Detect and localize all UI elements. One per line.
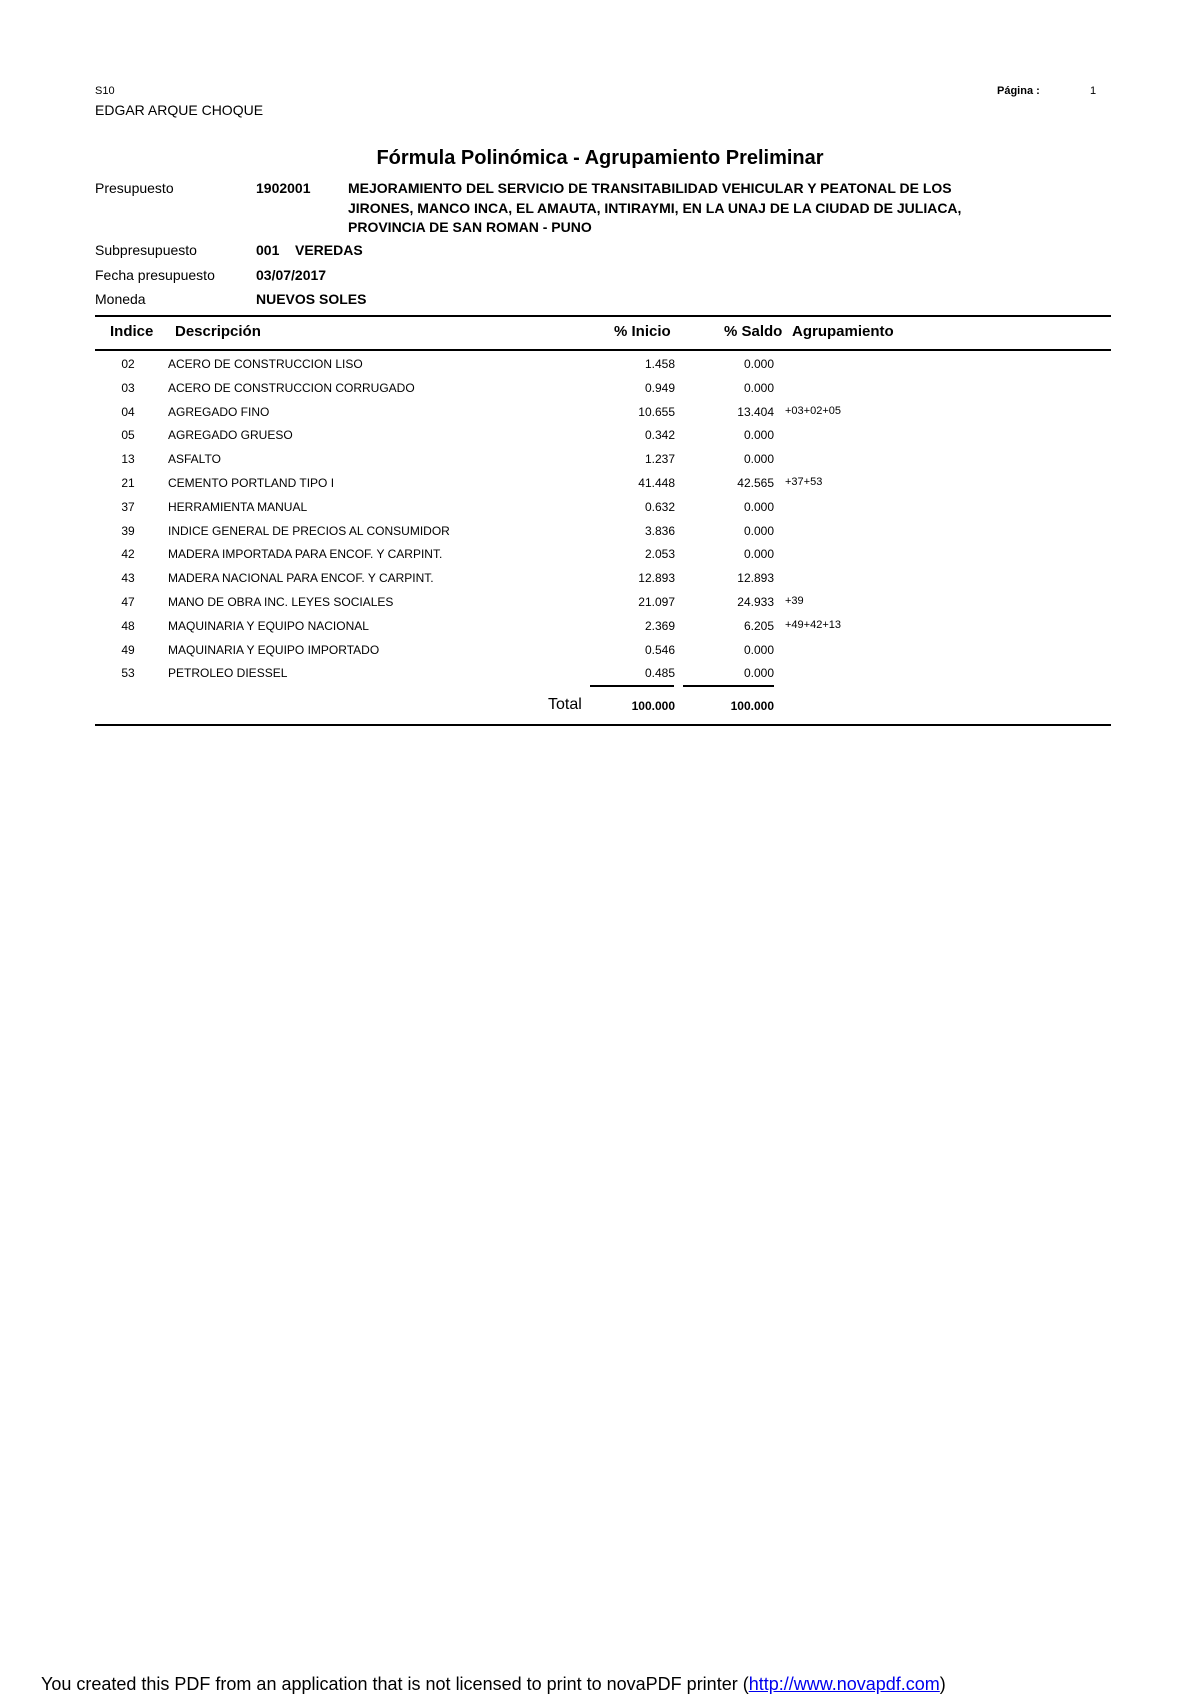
row-inicio: 1.458 — [644, 357, 675, 371]
header-indice: Indice — [110, 323, 154, 340]
table-row — [0, 476, 1200, 500]
table-row — [0, 547, 1200, 571]
table-row — [0, 595, 1200, 619]
row-saldo: 13.404 — [737, 404, 774, 419]
table-top-rule — [95, 315, 1111, 317]
table-row — [0, 381, 1200, 405]
row-agrupamiento: +39 — [785, 595, 804, 607]
presupuesto-code: 1902001 — [256, 180, 311, 196]
row-inicio: 2.369 — [644, 618, 675, 633]
presupuesto-desc-line-3: PROVINCIA DE SAN ROMAN - PUNO — [348, 219, 592, 235]
row-saldo: 6.205 — [743, 618, 774, 633]
row-indice: 49 — [121, 642, 135, 657]
row-saldo: 0.000 — [743, 428, 774, 443]
row-saldo: 0.000 — [743, 642, 774, 657]
moneda-value: NUEVOS SOLES — [256, 291, 367, 307]
row-saldo: 12.893 — [737, 571, 774, 586]
row-saldo: 0.000 — [743, 523, 774, 538]
page-label: Página : — [997, 85, 1040, 97]
total-inicio: 100.000 — [631, 699, 675, 713]
fecha-label: Fecha presupuesto — [95, 267, 215, 283]
row-descripcion: ACERO DE CONSTRUCCION LISO — [168, 357, 363, 371]
page-number: 1 — [1090, 85, 1097, 97]
row-inicio: 0.342 — [644, 428, 675, 443]
row-indice: 53 — [121, 666, 135, 681]
row-descripcion: MADERA NACIONAL PARA ENCOF. Y CARPINT. — [168, 571, 434, 586]
row-inicio: 41.448 — [638, 476, 675, 490]
row-saldo: 0.000 — [743, 547, 774, 562]
table-header-rule — [95, 349, 1111, 351]
row-saldo: 0.000 — [743, 666, 774, 681]
inicio-total-rule — [590, 685, 674, 687]
row-inicio: 21.097 — [638, 595, 675, 609]
row-inicio: 0.632 — [644, 499, 675, 514]
system-label: S10 — [95, 85, 115, 97]
table-row — [0, 571, 1200, 595]
row-descripcion: AGREGADO GRUESO — [168, 428, 293, 443]
row-descripcion: AGREGADO FINO — [168, 404, 270, 419]
row-saldo: 0.000 — [743, 452, 774, 467]
row-indice: 37 — [121, 499, 135, 514]
table-row — [0, 452, 1200, 476]
fecha-value: 03/07/2017 — [256, 267, 327, 283]
row-indice: 13 — [121, 452, 135, 467]
table-row — [0, 357, 1200, 381]
row-inicio: 10.655 — [638, 404, 675, 419]
table-row — [0, 405, 1200, 429]
row-agrupamiento: +37+53 — [785, 476, 823, 488]
row-descripcion: ACERO DE CONSTRUCCION CORRUGADO — [168, 380, 415, 395]
subpresupuesto-name: VEREDAS — [295, 242, 363, 258]
row-inicio: 0.546 — [644, 642, 675, 657]
row-saldo: 42.565 — [737, 476, 774, 490]
novapdf-link[interactable]: http://www.novapdf.com — [748, 1674, 940, 1694]
saldo-total-rule — [683, 685, 774, 687]
row-indice: 39 — [121, 523, 135, 538]
presupuesto-desc-line-2: JIRONES, MANCO INCA, EL AMAUTA, INTIRAYMI, EN LA UNAJ DE LA CIUDAD DE JULIACA, — [348, 200, 962, 216]
table-bottom-rule — [95, 724, 1111, 726]
row-agrupamiento: +49+42+13 — [785, 618, 841, 631]
table-row — [0, 619, 1200, 643]
row-inicio: 3.836 — [644, 523, 675, 538]
notice-close: ) — [939, 1674, 946, 1694]
row-inicio: 2.053 — [644, 547, 675, 562]
row-indice: 02 — [121, 357, 135, 371]
row-descripcion: MADERA IMPORTADA PARA ENCOF. Y CARPINT. — [168, 547, 443, 562]
total-label: Total — [548, 696, 582, 713]
row-descripcion: MAQUINARIA Y EQUIPO NACIONAL — [168, 618, 369, 633]
row-indice: 42 — [121, 547, 135, 562]
notice-text: You created this PDF from an application that is not licensed to print to novaPDF printer ( — [41, 1674, 749, 1694]
novapdf-notice — [41, 1674, 946, 1695]
row-indice: 43 — [121, 571, 135, 586]
header-agrupamiento: Agrupamiento — [792, 323, 894, 340]
report-title: Fórmula Polinómica - Agrupamiento Preliminar — [376, 147, 824, 169]
row-descripcion: HERRAMIENTA MANUAL — [168, 499, 308, 514]
table-row — [0, 500, 1200, 524]
row-indice: 04 — [121, 404, 135, 419]
row-descripcion: INDICE GENERAL DE PRECIOS AL CONSUMIDOR — [168, 523, 450, 538]
row-indice: 48 — [121, 618, 135, 633]
total-saldo: 100.000 — [730, 699, 774, 713]
row-descripcion: MANO DE OBRA INC. LEYES SOCIALES — [168, 595, 394, 609]
subpresupuesto-label: Subpresupuesto — [95, 242, 197, 258]
header-saldo: % Saldo — [724, 323, 783, 340]
row-saldo: 0.000 — [743, 357, 774, 371]
row-descripcion: ASFALTO — [168, 452, 221, 467]
row-inicio: 12.893 — [638, 571, 675, 586]
presupuesto-desc-line-1: MEJORAMIENTO DEL SERVICIO DE TRANSITABILIDAD VEHICULAR Y PEATONAL DE LOS — [348, 180, 952, 196]
author-name: EDGAR ARQUE CHOQUE — [95, 102, 264, 118]
row-indice: 03 — [121, 380, 135, 395]
row-descripcion: PETROLEO DIESSEL — [168, 666, 288, 681]
moneda-label: Moneda — [95, 291, 146, 307]
row-saldo: 0.000 — [743, 499, 774, 514]
row-descripcion: MAQUINARIA Y EQUIPO IMPORTADO — [168, 642, 380, 657]
row-descripcion: CEMENTO PORTLAND TIPO I — [168, 476, 335, 490]
table-row — [0, 524, 1200, 548]
subpresupuesto-code: 001 — [256, 242, 280, 258]
row-indice: 47 — [121, 595, 135, 609]
row-inicio: 1.237 — [644, 452, 675, 467]
row-indice: 21 — [121, 476, 135, 490]
row-indice: 05 — [121, 428, 135, 443]
presupuesto-label: Presupuesto — [95, 180, 174, 196]
row-saldo: 0.000 — [743, 380, 774, 395]
row-saldo: 24.933 — [737, 595, 774, 609]
header-inicio: % Inicio — [614, 323, 671, 340]
table-row — [0, 428, 1200, 452]
row-inicio: 0.485 — [644, 666, 675, 681]
row-inicio: 0.949 — [644, 380, 675, 395]
table-row — [0, 643, 1200, 667]
header-descripcion: Descripción — [175, 323, 261, 340]
row-agrupamiento: +03+02+05 — [785, 404, 841, 417]
